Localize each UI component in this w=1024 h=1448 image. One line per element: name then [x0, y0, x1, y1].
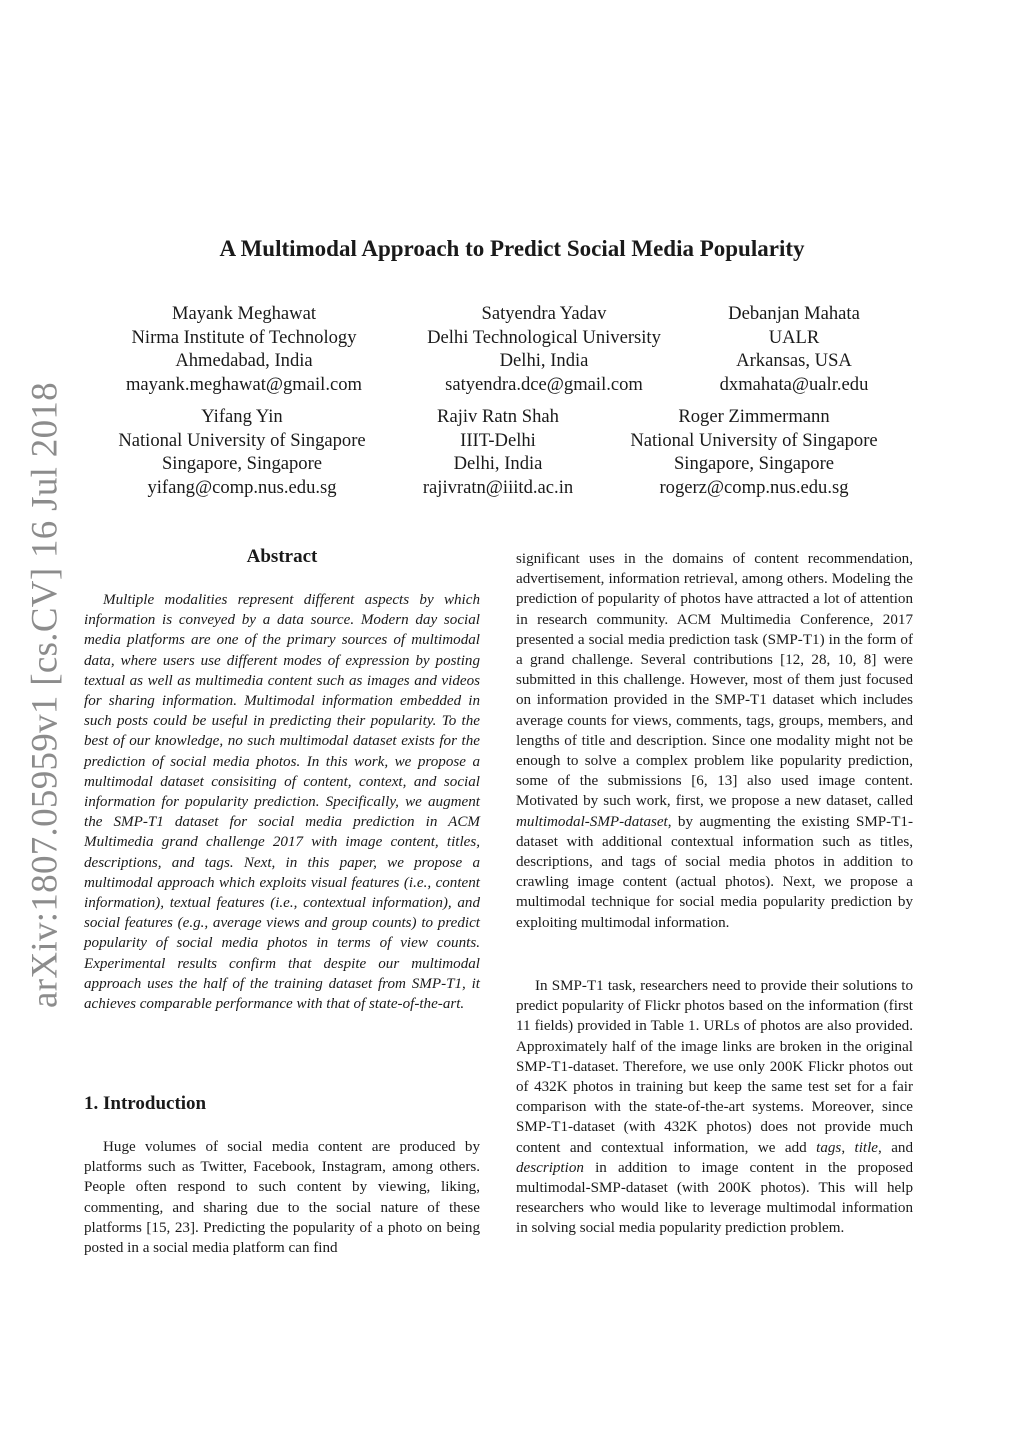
paragraph-text: In SMP-T1 task, researchers need to provide their solutions to predict popularity of Flickr photos based on the information (first 11 fields) provided in Table 1. URLs of photos are also provided. Approximately half of the image links are broken in the original SMP-T1-dataset. Therefore, we use only 200K Flickr photos out of 432K photos in training but keep the same test set for a fair comparison with the state-of-the-art systems. Moreover, since SMP-T1-dataset (with 432K photos) does not provide much content and contextual information, we add — [516, 978, 913, 1156]
paragraph-text: significant uses in the domains of content recommendation, advertisement, information retrieval, among others. Modeling the prediction of popularity of photos have attracted a lot of attention in research community. ACM Multimedia Conference, 2017 presented a social media prediction task (SMP-T1) in the form of a grand challenge. Several contributions [12, 28, 10, 8] were submitted in this challenge. However, most of them just focused on information provided in the SMP-T1 dataset which includes average counts for views, comments, tags, groups, members, and lengths of title and description. Since one modality might not be enough to solve a complex problem like popularity prediction, some of the submissions [6, 13] also used image content. Motivated by such work, first, we propose a new dataset, called — [516, 551, 913, 810]
term-title: title — [854, 1139, 879, 1156]
paragraph-text: , by augmenting the existing SMP-T1-dataset with additional contextual information such as titles, descriptions, and tags of social media photos in addition to crawling image content (actual photos). Next, we propose a multimodal technique for social media popularity prediction by exploiting multimodal information. — [516, 813, 913, 931]
abstract-heading: Abstract — [246, 546, 318, 567]
paragraph-text: , — [841, 1139, 855, 1156]
author-affiliation: IIIT-Delhi — [460, 429, 536, 451]
paragraph-text: in addition to image content in the proposed multimodal-SMP-dataset (with 200K photos). This will help researchers who would like to leverage multimodal information in solving social media popularity prediction problem. — [516, 1159, 913, 1237]
section-heading: 1. Introduction — [84, 1093, 207, 1114]
author-email[interactable]: dxmahata@ualr.edu — [719, 373, 869, 395]
intro-paragraph-left: Huge volumes of social media content are produced by platforms such as Twitter, Facebook, Instagram, among others. People often respond to such content by viewing, liking, commenting, and sharing due to the social nature of these platforms [15, 23]. Predicting the popularity of a photo on being posted in a social media platform can find — [84, 1139, 480, 1257]
arxiv-sidebar — [14, 382, 76, 1008]
intro-paragraph-right-1 — [516, 549, 913, 933]
author-location: Delhi, India — [453, 453, 543, 474]
author-block — [92, 405, 392, 499]
term-description: description — [516, 1159, 584, 1176]
author-name: Satyendra Yadav — [481, 303, 607, 324]
intro-paragraph-right-2 — [516, 976, 913, 1239]
author-email[interactable]: rogerz@comp.nus.edu.sg — [659, 476, 849, 498]
author-email[interactable]: rajivratn@iiitd.ac.in — [422, 476, 574, 498]
author-location: Singapore, Singapore — [673, 453, 835, 474]
author-name: Debanjan Mahata — [728, 303, 860, 324]
dataset-name: multimodal-SMP-dataset — [516, 813, 668, 830]
author-affiliation: Delhi Technological University — [427, 326, 661, 348]
author-name: Roger Zimmermann — [678, 406, 830, 427]
abstract-text: Multiple modalities represent different aspects by which information is conveyed by a data source. Modern day social media platforms are one of the primary sources of multimodal data, where users use different modes of expression by posting textual as well as multimedia content such as images and videos for sharing information. Multimodal information embedded in such posts could be useful in predicting their popularity. To the best of our knowledge, no such multimodal dataset exists for the prediction of social media photos. In this work, we propose a multimodal dataset consisiting of content, context, and social information for popularity prediction. Specifically, we augment the SMP-T1 dataset for social media prediction in ACM Multimedia grand challenge 2017 with image content, titles, descriptions, and tags. Next, in this paper, we propose a multimodal approach which exploits visual features (i.e., content information), textual features (i.e., contextual information), and social features (e.g., average views and group counts) to predict popularity of social media photos in terms of view counts. Experimental results confirm that despite our multimodal approach uses the half of the training dataset from SMP-T1, it achieves comparable performance with that of state-of-the-art. — [84, 592, 480, 1013]
author-location: Ahmedabad, India — [175, 350, 313, 371]
author-email[interactable]: yifang@comp.nus.edu.sg — [147, 476, 337, 498]
author-name: Yifang Yin — [201, 406, 283, 427]
author-email[interactable]: satyendra.dce@gmail.com — [445, 373, 643, 395]
author-block — [604, 405, 904, 499]
author-block — [348, 405, 648, 499]
author-block — [94, 302, 394, 396]
author-affiliation: National University of Singapore — [118, 429, 366, 451]
author-name: Rajiv Ratn Shah — [437, 406, 559, 427]
author-affiliation: National University of Singapore — [630, 429, 878, 451]
term-tags: tags — [816, 1139, 842, 1156]
author-affiliation: UALR — [768, 326, 820, 348]
author-location: Singapore, Singapore — [161, 453, 323, 474]
author-block — [644, 302, 944, 396]
paper-title: A Multimodal Approach to Predict Social Media Popularity — [219, 236, 805, 261]
author-affiliation: Nirma Institute of Technology — [131, 326, 357, 348]
author-location: Arkansas, USA — [736, 350, 852, 371]
author-location: Delhi, India — [499, 350, 589, 371]
author-email[interactable]: mayank.meghawat@gmail.com — [125, 373, 363, 395]
author-name: Mayank Meghawat — [171, 303, 317, 324]
paragraph-text: , and — [878, 1139, 914, 1156]
arxiv-identifier: arXiv:1807.05959v1 [cs.CV] 16 Jul 2018 — [24, 382, 66, 1008]
